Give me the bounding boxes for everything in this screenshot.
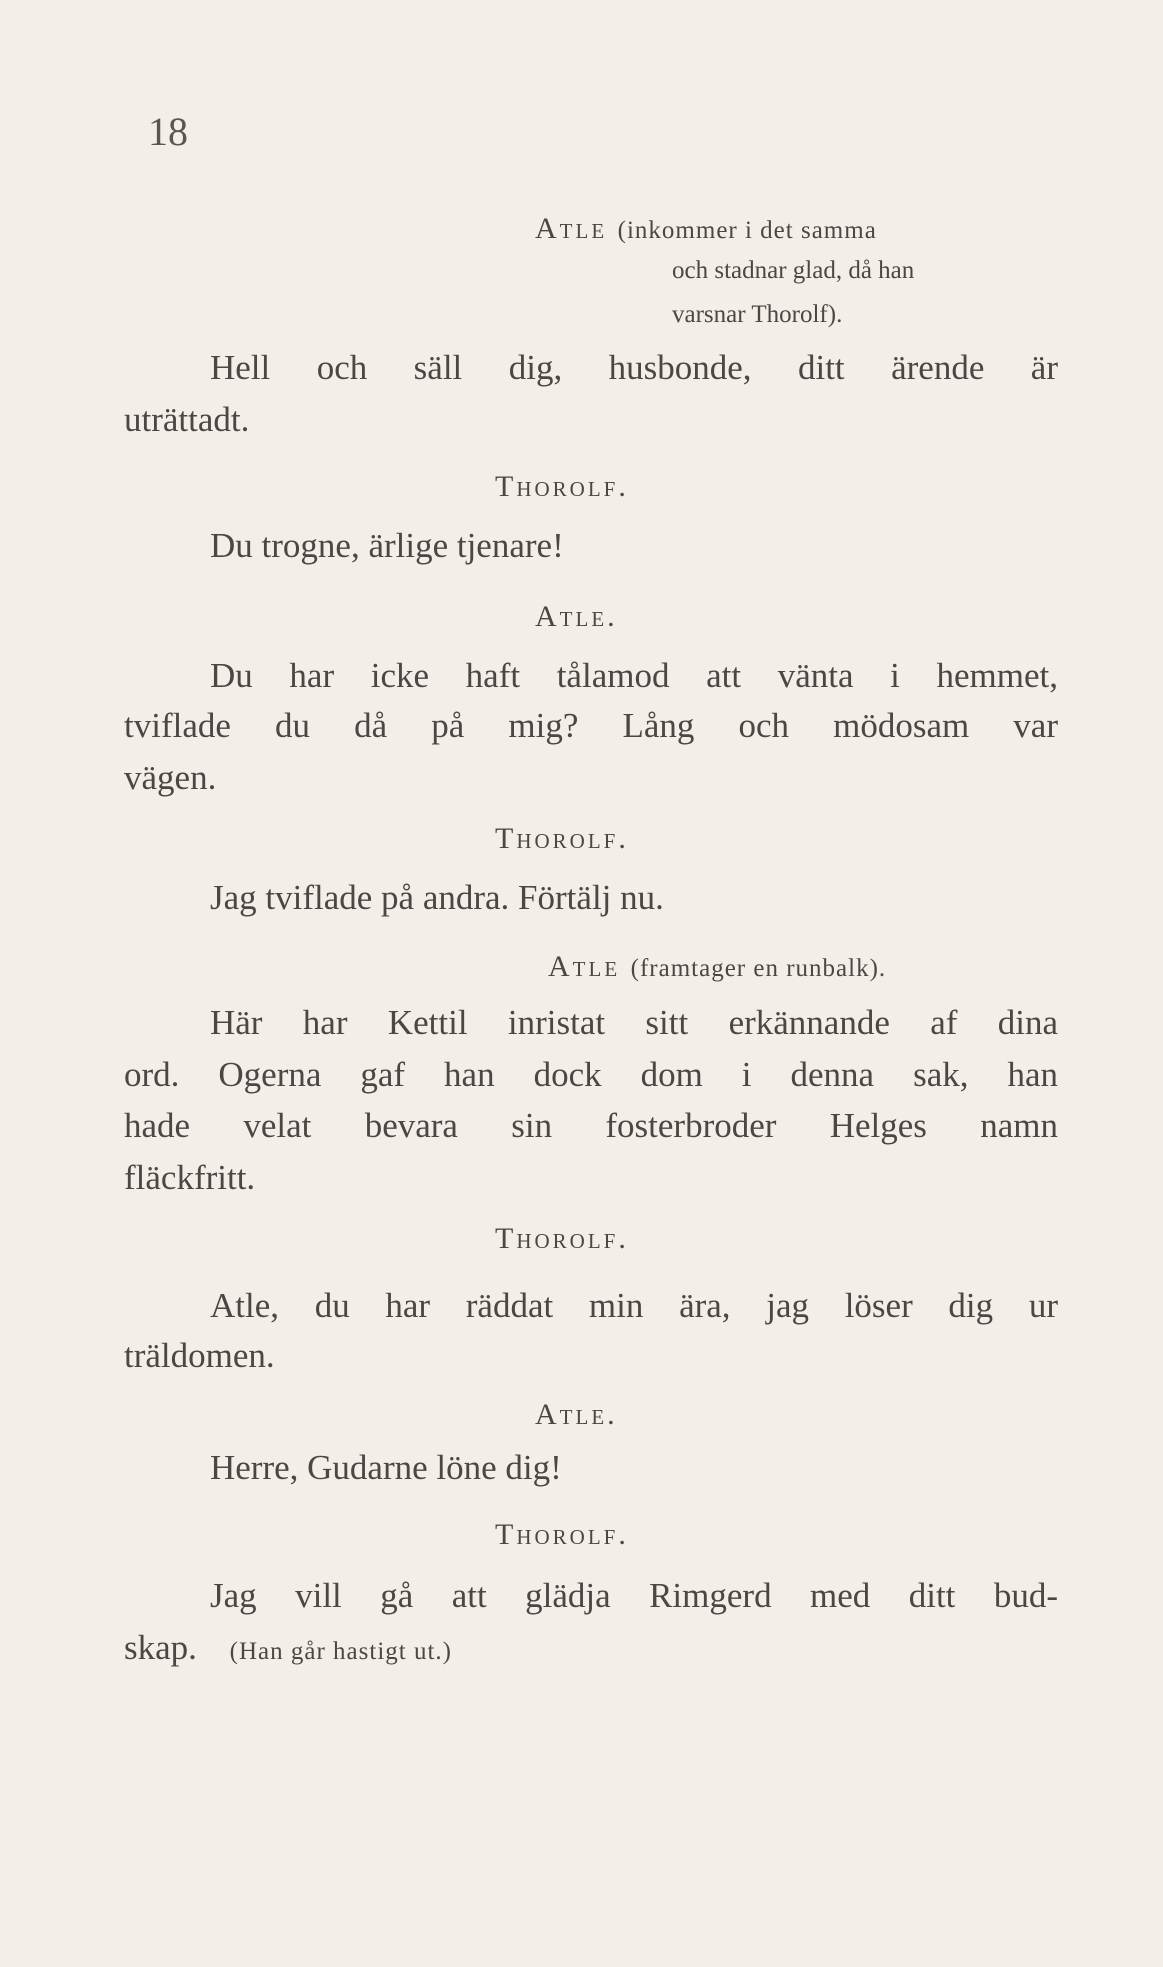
dialogue-line: Du har icke haft tålamod att vänta i hemmet, [210, 656, 1058, 695]
dialogue-line: Herre, Gudarne löne dig! [210, 1448, 562, 1487]
speaker-name: Atle [548, 950, 621, 983]
stage-direction: (Han går hastigt ut.) [229, 1638, 452, 1665]
speaker-atle: Atle. [535, 1398, 618, 1431]
dialogue-line: fläckfritt. [124, 1158, 256, 1197]
stage-direction-line: och stadnar glad, då han [672, 257, 915, 284]
speaker-thorolf: Thorolf. [495, 1518, 629, 1551]
speaker-name: Atle [535, 212, 608, 245]
dialogue-line: Här har Kettil inristat sitt erkännande af dina [210, 1003, 1058, 1042]
dialogue-line: Du trogne, ärlige tjenare! [210, 526, 564, 565]
dialogue-line: Jag tviflade på andra. Förtälj nu. [210, 878, 664, 917]
dialogue-line: hade velat bevara sin fosterbroder Helges namn [124, 1106, 1058, 1145]
stage-direction-line: varsnar Thorolf). [672, 301, 843, 328]
dialogue-line: tviflade du då på mig? Lång och mödosam var [124, 706, 1058, 745]
dialogue-line: ord. Ogerna gaf han dock dom i denna sak, han [124, 1055, 1058, 1094]
speaker-thorolf: Thorolf. [495, 1222, 629, 1255]
dialogue-line: Hell och säll dig, husbonde, ditt ärende är [210, 348, 1058, 387]
stage-direction: (framtager en runbalk). [630, 955, 887, 982]
speaker-atle [535, 212, 877, 246]
dialogue-line [124, 1630, 452, 1665]
speaker-atle: Atle. [535, 600, 618, 633]
dialogue-line: träldomen. [124, 1336, 275, 1375]
dialogue-line: uträttadt. [124, 400, 250, 439]
stage-direction: (inkommer i det samma [617, 217, 877, 244]
dialogue-line: Atle, du har räddat min ära, jag löser dig ur [210, 1286, 1058, 1325]
dialogue-line: Jag vill gå att glädja Rimgerd med ditt bud- [210, 1576, 1058, 1615]
dialogue-text: skap. [124, 1628, 197, 1667]
speaker-thorolf: Thorolf. [495, 822, 629, 855]
dialogue-line: vägen. [124, 758, 217, 797]
page-number: 18 [148, 109, 188, 154]
speaker-atle [548, 950, 886, 984]
speaker-thorolf: Thorolf. [495, 470, 629, 503]
